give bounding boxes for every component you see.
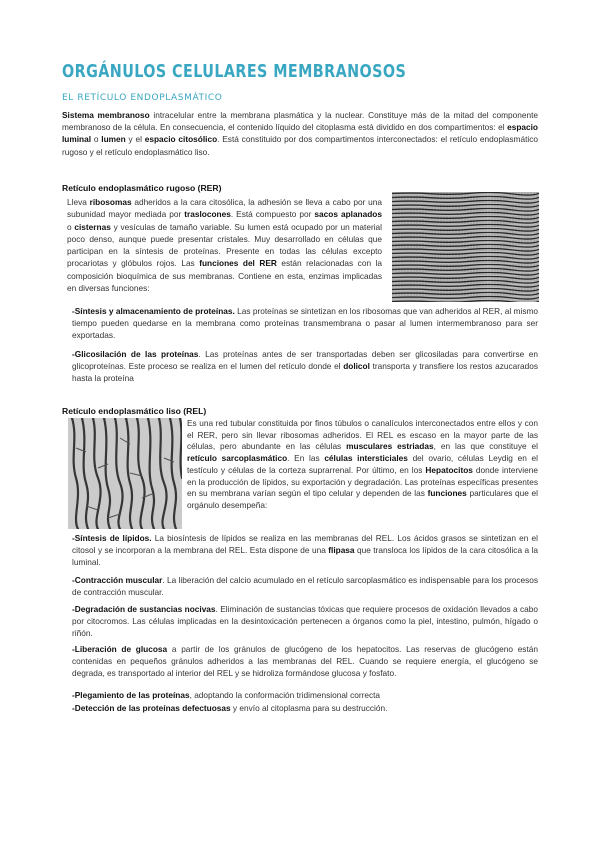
rel-function-6-text: y envío al citoplasma para su destrucción. [230,703,388,713]
rel-micrograph [68,418,182,529]
rer-function-2 [72,348,538,385]
rer-function-2-text: . Las proteínas antes de ser transportadas deben ser glicosiladas para convertirse en glicoproteínas. Este proceso se realiza en el lumen del retículo donde el [72,349,538,372]
rel-term: funciones [427,488,467,499]
intro-text: y el [125,134,145,145]
rer-text: y vesículas de tamaño variable. Su lumen está ocupado por un material poco denso, aunque puede presentar cristales. Muy desarrollado en células que participan en la síntesis de proteínas. Presente en todas las células excepto procariotas y glóbulos rojos. Las [67,221,383,269]
rer-function-1-title: -Síntesis y almacenamiento de proteínas. [72,306,235,316]
rer-function-1-text: Las proteínas se sintetizan en los ribosomas que van adheridos al RER, al mismo tiempo pueden quedarse en la membrana como proteínas transmembrana o pasar al lumen intermembranoso para ser exportadas. [72,306,538,341]
rer-paragraph [67,196,382,294]
intro-paragraph [62,109,538,158]
rel-text: donde interviene en la producción de lípidos, su exportación y degradación. Las proteínas específicas presentes en su membrana varían según el tipo celular y dependen de las [187,464,538,499]
rer-text: están relacionadas con la composición bioquímica de sus membranas. Contiene en esta, enzimas implicadas en diversas funciones: [67,258,382,294]
rer-text: o [67,221,75,232]
rel-heading: Retículo endoplasmático liso (REL) [62,406,207,416]
intro-text: . Está constituido por dos compartimentos interconectados: el retículo endoplasmático rugoso y el retículo endoplasmático liso. [62,134,538,157]
intro-term-sistema: Sistema membranoso [62,110,150,120]
rer-term-dolicol: dolicol [343,361,370,372]
rel-function-2-title: -Contracción muscular [72,575,163,585]
rer-micrograph [392,192,539,302]
rel-term: Hepatocitos [425,464,473,475]
rel-function-3 [72,603,538,640]
rel-text: Es una red tubular constituida por finos túbulos o canalículos interconectados entre ellos y con el RER, pero sin llevar ribosomas adheridos. El REL es escaso en la mayor parte de las células, pero abundante en las células [187,418,538,452]
rer-term: traslocones [184,209,231,220]
page-title: ORGÁNULOS CELULARES MEMBRANOSOS [62,62,407,82]
rel-function-4-text: a partir de los gránulos de glucógeno de los hepatocitos. Las reservas de glucógeno están contenidas en pequeños gránulos adheridos a las membranas del REL. Cuando se requiere energía, el glucógeno se degrada, es transportado al interior del REL y se hidroliza formándose glucosa y fosfato. [72,644,538,679]
rel-function-4 [72,643,538,680]
rel-function-3-title: -Degradación de sustancias nocivas [72,604,216,614]
intro-term-espacio-luminal: espacio luminal [62,122,538,145]
rel-function-1-text: La biosíntesis de lípidos se realiza en las membranas del REL. Los ácidos grasos se sintetizan en el citosol y se incorporan a la membrana del REL. Esta dispone de una [72,533,538,556]
rel-term-flipasa: flipasa [328,545,355,556]
rel-function-4-title: -Liberación de glucosa [72,644,168,654]
rer-heading: Retículo endoplasmático rugoso (RER) [62,183,222,193]
rel-text: , en las que constituye el [433,441,538,452]
rer-function-1 [72,305,538,342]
rel-function-5-text: , adoptando la conformación tridimensional correcta [189,690,381,700]
rel-text: del ovario, células Leydig en el testículo y células de la corteza suprarrenal. Por último, en los [187,453,538,475]
rel-function-2 [72,574,538,598]
rer-term: sacos aplanados [314,209,382,220]
rel-function-1-text: que transloca los lípidos de la cara citosólica a la luminal. [72,545,538,568]
rel-function-5-title: -Plegamiento de las proteínas [72,690,190,700]
intro-term-espacio-citosolico: espacio citosólico [144,134,218,145]
rel-paragraph [187,418,538,512]
rer-term: cisternas [74,221,111,232]
rer-text: Lleva [67,197,90,207]
intro-text: intracelular entre la membrana plasmática y la nuclear. Constituye más de la mitad del componente membranoso de la célula. En consecuencia, el contenido líquido del citoplasma está dividido en dos compartimentos: el [62,110,539,133]
rel-text: . En las [287,453,325,464]
rer-term: ribosomas [89,197,132,207]
section-subtitle: EL RETÍCULO ENDOPLASMÁTICO [62,93,223,103]
intro-text: o [91,134,102,145]
rer-function-2-title: -Glicosilación de las proteínas [72,349,199,359]
rel-function-1-title: -Síntesis de lípidos. [72,533,152,543]
rel-function-1 [72,532,538,569]
rer-term: funciones del RER [199,258,277,269]
rel-term: musculares estriadas [346,441,434,452]
rel-function-6-title: -Detección de las proteínas defectuosas [72,703,231,713]
rel-function-2-text: . La liberación del calcio acumulado en el retículo sarcoplasmático es indispensable para los procesos de contracción muscular. [72,575,538,598]
rel-text: particulares que el orgánulo desempeña: [187,488,538,510]
rel-function-5 [72,689,538,701]
rel-micrograph-image [68,418,182,529]
rel-term: células intersticiales [324,453,408,464]
rer-text: . Está compuesto por [230,209,315,220]
rel-function-6 [72,702,538,714]
rer-text: adheridos a la cara citosólica, la adhesión se lleva a cabo por una subunidad mayor mediada por [67,197,383,220]
rer-function-2-text: transporta y transfiere los restos azucarados hasta la proteína [72,361,539,384]
rel-term: retículo sarcoplasmático [187,453,288,464]
intro-term-lumen: lumen [101,134,126,145]
rer-micrograph-image [392,192,539,302]
rel-function-3-text: . Eliminación de sustancias tóxicas que requiere procesos de oxidación llevados a cabo por citocromos. Las células implicadas en la desintoxicación pertenecen a órganos como la piel, intestino, pulmón, hígado o riñón. [72,604,539,639]
